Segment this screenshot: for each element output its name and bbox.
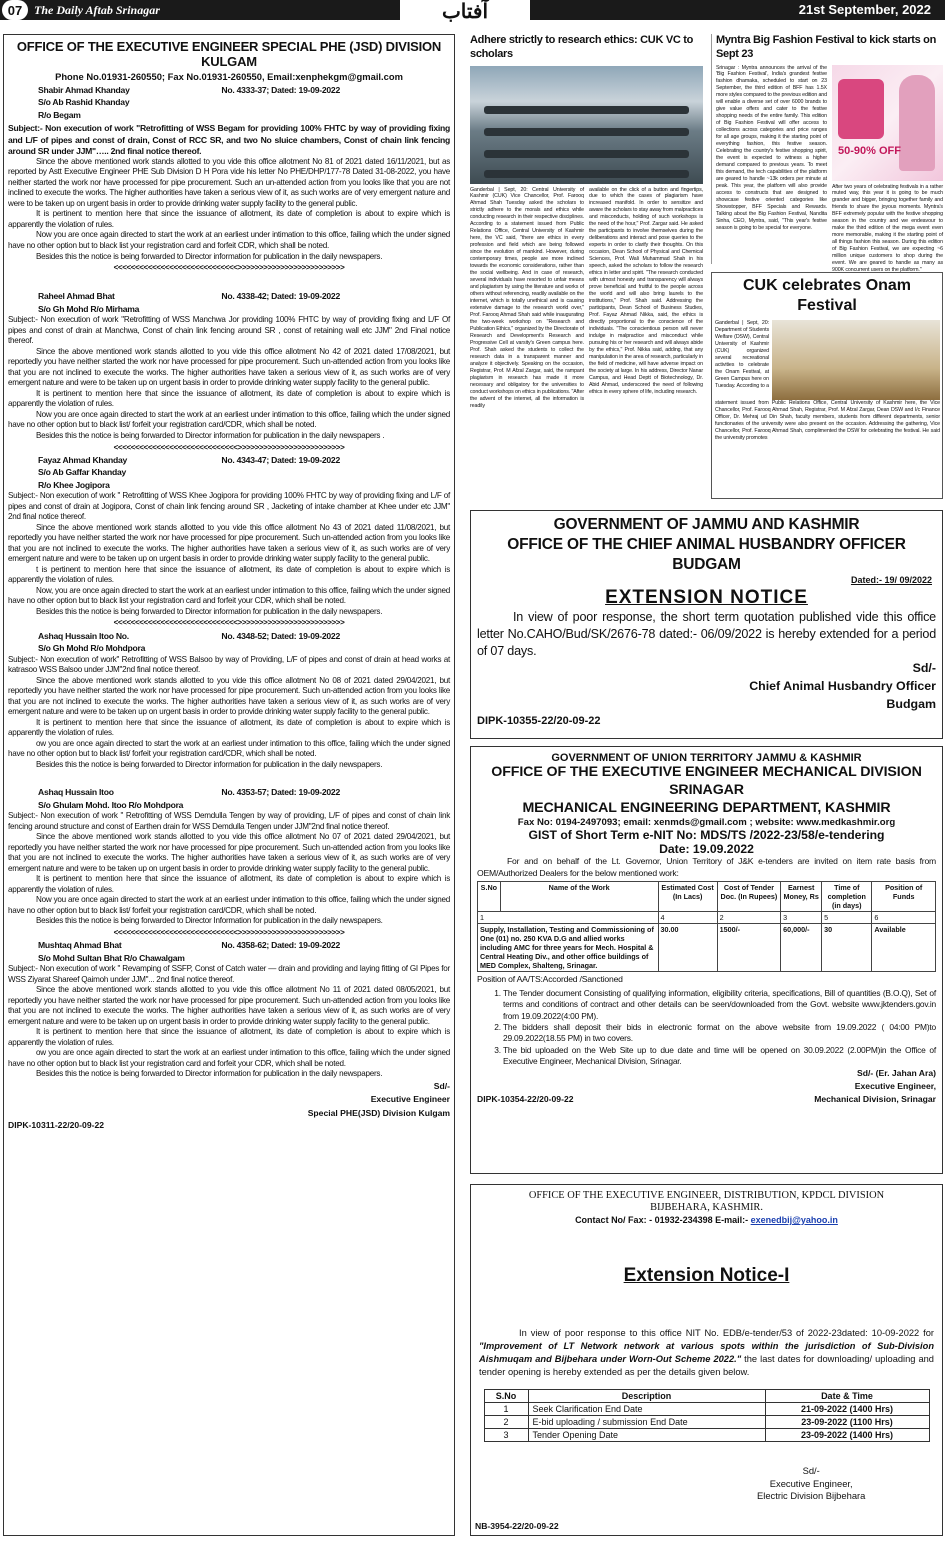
separator-arrows: <<<<<<<<<<<<<<<<<<<<<<<<<<<<<>>>>>>>>>>>>>>>>>>>>>>>>> bbox=[113, 928, 345, 937]
notice-department: MECHANICAL ENGINEERING DEPARTMENT, KASHMIR bbox=[522, 799, 891, 816]
workshop-photo bbox=[470, 66, 703, 184]
ad-discount-text: 50-90% OFF bbox=[838, 144, 901, 157]
myntra-ad-image bbox=[832, 65, 943, 181]
list-item: 1. The Tender document Consisting of qualifying information, eligibility criteria, specifications, Bill of quantities (B.O.Q), Set of terms and conditions of contract and other details can be seen/downloaded from the Govt. website www.jktenders.gov.in from 19.09.2022(4:00 PM). bbox=[503, 988, 936, 1022]
news-column: statement issued from Public Relations Office, Central University of Kashmir here, the Vice Chancellor, Prof. Farooq Ahmad Shah, Registrar, Prof. M Afzal Zargar, Dean DSW and I/c Finance Officer, Dr. Mehraj ud Din Shah, faculty members, students from different departments, senior functionaries of the university were also present on the occasion. Addressing the gathering, Vice Chancellor, Prof. Farooq Ahmad Shah, complimented the DSW for celebrating the festival. He said the university promotes bbox=[715, 400, 940, 441]
notice-paragraph: It is pertinent to mention here that since the issuance of allotment, its date of completion is about to expire which is apparently the violation of rules. bbox=[8, 717, 450, 738]
estimated-cost: 30.00 bbox=[658, 924, 717, 972]
contact-text: Contact No/ Fax: - 01932-234398 E-mail:- bbox=[575, 1214, 751, 1225]
notice-paragraph: Besides this the notice is being forwarded to Director information for publication in the daily newspapers. bbox=[36, 1069, 383, 1079]
table-cell: 1 bbox=[478, 912, 659, 924]
table-cell: 2 bbox=[484, 1416, 528, 1429]
table-header: Description bbox=[528, 1390, 765, 1403]
table-cell: 23-09-2022 (1400 Hrs) bbox=[765, 1429, 929, 1442]
letter-number: No. 4343-47; Dated: 19-09-2022 bbox=[221, 454, 340, 465]
addressee-name: Shabir Ahmad Khanday bbox=[38, 85, 130, 95]
notice-paragraph: Since the above mentioned work stands allotted to you vide this office allotment No 11 of 2021 dated 08/05/2021, but reportedly you have neither started the work nor have processed for pipe procurement. Such un-attended action from you looks like that you are not inclined to execute the works. The higher authorities have taken a serious view of it, as such works are of very emergent nature and were to be taken up on urgent basis in order to provide drinking water supply facility to the general public. bbox=[8, 985, 450, 1026]
sign-line: Executive Engineer, bbox=[854, 1081, 936, 1092]
notice-paragraph: Now you are once again directed to start the work at an earliest under intimation to this office, failing which the under signed have no other option but to black list your registration card and forfeit CDR, which shall be noted. bbox=[8, 230, 450, 250]
table-cell: 3 bbox=[781, 912, 822, 924]
addressee-row bbox=[8, 786, 450, 798]
notice-office: OFFICE OF THE EXECUTIVE ENGINEER MECHANICAL DIVISION SRINAGAR bbox=[491, 764, 922, 798]
addressee-parentage: S/o Gh Mohd R/o Mohdpora bbox=[38, 643, 146, 654]
news-column: Ganderbal | Sept, 20: Central University of Kashmir (CUK) Vice Chancellor, Prof. Farooq Ahmad Shah Tuesday asked the scholars to strictly adhere to the morals and ethics while conducting research in their respective disciplines. According to a statement issued from Public Relations Office, Central University of Kashmir here, the VC said, "there are ethics in every profession and field which are being followed since the evolution of mankind. However, during contemporary times, people are more inclined towards the economic considerations, rather than the social wellbeing. And in case of research, several individuals have resorted to unfair means and plagiarism by using the literature and works of others without referencing, readily available on the internet, which is totally unethical and is causing extensive damage to the research world over," Prof. Farooq Ahmad Shah said while inaugurating the two-week workshop on "Research and Publication Ethics," organized by the Directorate of Research and Development's Research and Progressive Cell at varsity's Green campus here. Prof. Shah asked the students to collect the research data in a transparent manner and analyze it objectively. Speaking on the occasion, Registrar, Prof. M Afzal Zargar, said, the rampant plagiarism in research has made it more necessary and obligatory for the universities to conduct workshops on ethics in publications. "After the advent of the internet, all the information is readily bbox=[470, 186, 584, 410]
news-column: Srinagar : Myntra announces the arrival of the 'Big Fashion Festival', India's grandest festive fashion dhamaka, scheduled to start on 23 September, the third edition of BFF has 1.5X more styles compared to the previous edition and will enable a diverse set of over 6000 brands to give value offers and cater to the festive shopping needs of the entire family. This edition of Big Fashion Festival will offer access to collections across categories and price ranges for all age groups, making it the starting point of everything fashion, this festive season. Celebrating the country's festive shopping spirit, the event is expected to witness a higher demand compared to previous years. To meet this demand, the tech capabilities of the platform are geared to handle ~13k orders per minute at peak. This year, the platform will also provide access to constructs that are designed to showcase festive oriented categories like Showstopper, BFF Specials and Rewards. Talking about the Big Fashion Festival, Nandita Sinha, CEO, Myntra, said, "This year's festive season is going to be special for everyone. bbox=[716, 64, 827, 232]
table-row bbox=[478, 912, 936, 924]
table-header: Cost of Tender Doc. (In Rupees) bbox=[717, 882, 781, 912]
tender-table bbox=[477, 881, 936, 972]
page-number: 07 bbox=[2, 0, 28, 20]
animal-husbandry-notice bbox=[470, 510, 943, 739]
table-header: Earnest Money, Rs bbox=[781, 882, 822, 912]
notice-paragraph: Besides this the notice is being forwarded to Director information for publication in the daily newspapers . bbox=[36, 431, 385, 440]
addressee-parentage: S/o Ab Gaffar Khanday bbox=[38, 467, 127, 478]
dipk-number: DIPK-10354-22/20-09-22 bbox=[477, 1094, 574, 1105]
news-column: available on the click of a button and fingertips, due to which the cases of plagiarism have increased manifold. In order to sensitize and aware the scholars to stay away from malpractices and misconducts, holding of such workshops is the need of the hour," Prof. Zargar said. He asked the participants to involve themselves during the deliberations and interact and pose queries to the experts in order to clarify their thoughts. On this occasion, Dean School of Physical and Chemical Sciences, Prof. Wali Muhammad Shah in his speech, asked the scholars to follow the research ethics in letter and spirit. "The research conducted with utmost honesty and transparency will always prove beneficial and fruitful to the people across the world and will also bring laurels to the institutions," Prof. Shah said. Addressing the participants, Dean School of Business Studies, Prof. Fayaz Ahmad Nikka, said, the ethics is directly proportional to the conscience of the individuals. "The conscientious person will never indulge in malpractice and misconduct while pursuing his or her research and will always abide by the ethics," Prof. Nikka said, adding, that any manipulation in the area of research, particularly in the field of medicine, will have adverse impact on the society at large. In his address, Director Nanar Campus, and Head Deptt of Biotechnology, Dr. Abid Ahmad, underscored the need of following ethics in every sphere of life, including research. bbox=[589, 186, 703, 396]
news-cuk-onam bbox=[711, 272, 943, 499]
sign-line: Executive Engineer bbox=[370, 1094, 450, 1105]
earnest-money: 60,000/- bbox=[781, 924, 822, 972]
notice-contact: Fax No: 0194-2497093; email: xenmds@gmail.com ; website: www.medkashmir.org bbox=[517, 817, 896, 829]
notice-paragraph: Besides this the notice is being forwarded to Director information for publication in the daily newspapers. bbox=[36, 251, 383, 261]
notice-signature bbox=[477, 660, 936, 714]
dipk-number: DIPK-10311-22/20-09-22 bbox=[8, 1119, 105, 1130]
list-item: 3. The bid uploaded on the Web Site up to due date and time will be opened on 30.09.2022 (2.00PM)in the Office of Executive Engineer, Mechanical Division, Srinagar. bbox=[503, 1045, 936, 1068]
addressee-parentage: S/o Gh Mohd R/o Mirhama bbox=[38, 303, 140, 314]
addressee-name: Ashaq Hussain Itoo No. bbox=[38, 630, 129, 641]
notice-paragraph: ow you are once again directed to start the work at an earliest under intimation to this office, failing which the under signed have no other option but to black list your registration card and forfeit your CDR, which shall be noted. bbox=[8, 1048, 450, 1068]
table-row bbox=[484, 1416, 929, 1429]
notice-paragraph: It is pertinent to mention here that since the issuance of allotment, its date of completion is about to expire which is apparently the violation of rules. bbox=[8, 1027, 450, 1047]
kpdcl-bijbehara-notice bbox=[470, 1184, 943, 1536]
sign-line: Electric Division Bijbehara bbox=[757, 1490, 866, 1502]
addressee-residence: R/o Khee Jogipora bbox=[38, 479, 110, 490]
notice-paragraph: ow you are once again directed to start the work at an earliest under intimation to this office, failing which the under signed have no other option but to black list/ forfeit your registration card/CDR, which shall be noted. bbox=[8, 738, 450, 759]
notice-subject: Subject:- Non execution of work " Revamping of SSFP, Const of Catch water — drain and providing and laying fitting of GI Pipes for WSS Ziyarat Shareef Qaimoh under JJM"... 2nd final notice thereof. bbox=[8, 964, 450, 984]
notice-govt: GOVERNMENT OF JAMMU AND KASHMIR bbox=[553, 516, 860, 533]
table-row bbox=[484, 1403, 929, 1416]
addressee-row bbox=[8, 630, 450, 642]
table-header: Name of the Work bbox=[500, 882, 658, 912]
notice-entry bbox=[8, 454, 450, 629]
table-row bbox=[484, 1429, 929, 1442]
letter-number: No. 4348-52; Dated: 19-09-2022 bbox=[221, 630, 340, 641]
sign-line: Executive Engineer, bbox=[769, 1477, 853, 1489]
fund-position: Available bbox=[872, 924, 936, 972]
table-header: Date & Time bbox=[765, 1390, 929, 1403]
table-header: Estimated Cost (In Lacs) bbox=[658, 882, 717, 912]
notice-title: OFFICE OF THE EXECUTIVE ENGINEER SPECIAL PHE (JSD) DIVISION KULGAM bbox=[16, 39, 442, 69]
addressee-row bbox=[8, 84, 450, 96]
news-headline: Myntra Big Fashion Festival to kick starts on Sept 23 bbox=[716, 34, 936, 60]
notice-entry bbox=[8, 630, 450, 771]
table-header: S.No bbox=[484, 1390, 528, 1403]
notice-subject: Subject:- Non execution of work " Retrofitting of WSS Khee Jogipora for providing 100% FHTC by way of providing fixing and L/F of pipes and const of drain at Jogipora, Const of chain link fencing around SR , Jacketing of intake chamber at Khee under etc JJM" 2nd final notice thereof. bbox=[8, 491, 450, 522]
notice-entries bbox=[8, 84, 450, 1080]
phe-kulgam-notice bbox=[3, 34, 455, 1536]
notice-contact bbox=[479, 1215, 934, 1225]
notice-entry bbox=[8, 770, 450, 938]
letter-number: No. 4353-57; Dated: 19-09-2022 bbox=[221, 787, 340, 798]
table-cell: 5 bbox=[822, 912, 872, 924]
notice-paragraph: Now, you are once again directed to start the work at an earliest under intimation to this office, failing which the under signed have no other option but to black list your registration card and forfeit your CDR, which shall be noted. bbox=[8, 585, 450, 606]
notice-paragraph: Since the above mentioned work stands allotted to you vide this office allotment No 81 of 2021 dated 16/11/2021, but as reported by Astt Executive Engineer PHE Sub Division D H Pora vide his letter No PHE/DHP/177-78 Dated 31-08-2022, you have neither started the work nor have processed for pipe procurement. Such an un-attended action from you looks like that you are not inclined to execute the works. The higher authorities have taken a serious view of it, as such works are of very emergent nature and were to be taken up on urgent basis in order to provide drinking water supply facility to the general public. bbox=[8, 156, 450, 208]
notice-paragraph: Since the above mentioned work stands allotted to you vide this office allotment No 42 of 2021 dated 17/08/2021, but reportedly you have neither started the work nor have processed for pipe procurement. Such un-attended action from you looks like that you are not inclined to execute the works. The higher authorities have taken a serious view of it, as such works are of very emergent nature and were to be taken up on urgent basis in order to provide drinking water supply facility to the general public. bbox=[8, 346, 450, 388]
notice-subject: Subject:- Non execution of work "Retrofitting of WSS Manchwa Jor providing 100% FHTC by way of providing fixing and L/F Of pipes and const of drain at Manchwa, Const of chain link fencing around SR , const of retaining wall etc JJM" 2nd Final notice thereof. bbox=[8, 315, 450, 346]
table-cell: 6 bbox=[872, 912, 936, 924]
separator-arrows: <<<<<<<<<<<<<<<<<<<<<<<<<<<<<>>>>>>>>>>>>>>>>>>>>>>>>> bbox=[113, 618, 345, 628]
dipk-number: NB-3954-22/20-09-22 bbox=[475, 1521, 559, 1531]
notice-intro: For and on behalf of the Lt. Governor, Union Territory of J&K e-tenders are invited on item rate basis from OEM/Authorized Dealers for the below mentioned work: bbox=[477, 856, 936, 878]
masthead bbox=[0, 0, 945, 22]
addressee-parentage: S/o Ghulam Mohd. Itoo R/o Mohdpora bbox=[38, 799, 184, 810]
table-cell: Seek Clarification End Date bbox=[528, 1403, 765, 1416]
aa-ts-position: Position of AA/TS:Accorded /Sanctioned bbox=[477, 974, 623, 985]
body-work-name: "Improvement of LT Network network at various spots within the jurisdiction of Sub-Division Aishmuqam and Bijbehara under Worn-Out Scheme 2022." bbox=[479, 1340, 934, 1364]
dipk-number: DIPK-10355-22/20-09-22 bbox=[477, 715, 601, 728]
mechanical-division-notice bbox=[470, 746, 943, 1174]
table-header-row bbox=[484, 1390, 929, 1403]
news-cuk-research-ethics bbox=[470, 34, 703, 499]
notice-office: OFFICE OF THE EXECUTIVE ENGINEER, DISTRIBUTION, KPDCL DIVISION bbox=[528, 1190, 885, 1201]
letter-number: No. 4358-62; Dated: 19-09-2022 bbox=[221, 940, 340, 951]
table-cell: 4 bbox=[658, 912, 717, 924]
notice-place: BIJBEHARA, KASHMIR. bbox=[650, 1202, 763, 1214]
sign-line: Sd/- bbox=[802, 1465, 820, 1476]
sign-line: Sd/- bbox=[433, 1080, 450, 1091]
letter-number: No. 4333-37; Dated: 19-09-2022 bbox=[221, 85, 340, 95]
table-header: Position of Funds bbox=[872, 882, 936, 912]
notice-entry bbox=[8, 939, 450, 1080]
table-cell: 2 bbox=[717, 912, 781, 924]
letter-number: No. 4338-42; Dated: 19-09-2022 bbox=[221, 291, 340, 302]
notice-subject: Subject:- Non execution of work "Retrofitting of WSS Begam for providing 100% FHTC by way of providing fixing and L/F of pipes and const of drain, Const of RCC SR, and two No sluice chambers, Const of chain link fencing around SR under JJM"….. 2nd final notice thereof. bbox=[8, 123, 450, 156]
addressee-residence: R/o Begam bbox=[38, 109, 81, 120]
table-cell: 3 bbox=[484, 1429, 528, 1442]
news-column: Ganderbal | Sept, 20: Department of Students Welfare (DSW), Central University of Kashmir (CUK) organized several recreational activities to celebrate the Onam Festival, at Green Campus here on Tuesday. According to a bbox=[715, 320, 769, 389]
news-headline: CUK celebrates Onam Festival bbox=[742, 277, 912, 314]
table-cell: Tender Opening Date bbox=[528, 1429, 765, 1442]
notice-signature bbox=[8, 1080, 450, 1120]
table-header: Time of completion (in days) bbox=[822, 882, 872, 912]
sign-line: Budgam bbox=[886, 697, 936, 712]
sign-line: Chief Animal Husbandry Officer bbox=[749, 679, 936, 694]
notice-body bbox=[479, 1327, 934, 1379]
notice-entry bbox=[8, 274, 450, 452]
addressee-name: Ashaq Hussain Itoo bbox=[38, 787, 114, 798]
addressee-name: Fayaz Ahmad Khanday bbox=[38, 454, 128, 465]
work-description: Supply, Installation, Testing and Commissioning of One (01) no. 250 KVA D.G and allied works including AMC for three years for Mech. Hospital & Central Heating Div., and other office buildings of MED Complex, Shalteng, Srinagar. bbox=[478, 924, 659, 972]
notice-title: Extension Notice-I bbox=[623, 1264, 790, 1286]
notice-paragraph: It is pertinent to mention here that since the issuance of allotment, its date of completion is about to expire which is apparently the violation of rules. bbox=[8, 874, 450, 894]
newspaper-logo: آفتاب bbox=[441, 0, 489, 23]
notice-title: EXTENSION NOTICE bbox=[605, 587, 808, 609]
addressee-name: Mushtaq Ahmad Bhat bbox=[38, 940, 122, 951]
notice-paragraph: t is pertinent to mention here that since the issuance of allotment, its date of completion is about to expire which is apparently the violation of rules. bbox=[8, 564, 450, 585]
news-myntra-bff bbox=[711, 34, 943, 274]
notice-office: OFFICE OF THE CHIEF ANIMAL HUSBANDRY OFFICER BUDGAM bbox=[507, 536, 906, 574]
body-text: In view of poor response to this office NIT No. EDB/e-tender/53 of 2022-23dated: 10-09-2022 for bbox=[519, 1327, 934, 1338]
notice-paragraph: Since the above mentioned work stands allotted to you vide this office allotment No 43 of 2021 dated 11/08/2021, but reportedly you have neither started the work nor have processed for pipe procurement. Such un-attended action from you looks like that you are not inclined to execute the works. The higher authorities have taken a serious view of it, as such works are of very emergent nature and were to be taken up on urgent basis in order to provide drinking water supply facility to the general public. bbox=[8, 522, 450, 564]
sign-line: Sd/- bbox=[912, 661, 936, 676]
news-headline: Adhere strictly to research ethics: CUK VC to scholars bbox=[470, 34, 694, 60]
sign-line: Mechanical Division, Srinagar bbox=[814, 1094, 936, 1105]
notice-paragraph: Besides this the notice is being forwarded to Director information for publication in the daily newspapers. bbox=[36, 606, 383, 616]
notice-paragraph: Since the above mentioned work stands allotted to you vide this office allotment No 08 of 2021 dated 29/04/2021, but reportedly you have neither started the work nor have processed for pipe procurement. Such un-attended action from you looks like that you are not inclined to execute the works. The higher authorities have taken a serious view of it, as such works are of very emergent nature and were to be taken up on urgent basis in order to provide drinking water supply facility to the general public. bbox=[8, 675, 450, 717]
notice-paragraph: Since the above mentioned work stands allotted to you vide this office allotment No 07 of 2021 dated 29/04/2021, but reportedly you have neither started the work nor have processed for pipe procurement. Such un-attended action from you looks like that you are not inclined to execute the works. The higher authorities have taken a serious view of it, as such works are of very emergent nature and were to be taken up on urgent basis in order to provide drinking water supply facility to the general public. bbox=[8, 832, 450, 873]
tender-points bbox=[477, 988, 936, 1067]
notice-signature bbox=[757, 1465, 865, 1503]
table-cell: 1 bbox=[484, 1403, 528, 1416]
separator-arrows: <<<<<<<<<<<<<<<<<<<<<<<<<<<<<>>>>>>>>>>>>>>>>>>>>>>>>> bbox=[113, 263, 345, 273]
addressee-row bbox=[8, 939, 450, 951]
publication-name: The Daily Aftab Srinagar bbox=[34, 2, 160, 17]
tender-doc-cost: 1500/- bbox=[717, 924, 781, 972]
notice-gist: GIST of Short Term e-NIT No: MDS/TS /2022-23/58/e-tendering bbox=[528, 828, 885, 843]
issue-date: 21st September, 2022 bbox=[530, 0, 945, 20]
email-link[interactable]: exenedbij@yahoo.in bbox=[750, 1214, 838, 1225]
notice-paragraph: Besides this the notice is being forwarded to Director information for publication in the daily newspapers. bbox=[36, 759, 383, 769]
onam-photo bbox=[772, 320, 940, 400]
notice-paragraph: It is pertinent to mention here that since the issuance of allotment, its date of completion is about to expire which is apparently the violation of rules. bbox=[8, 388, 450, 409]
schedule-table bbox=[484, 1389, 930, 1442]
notice-paragraph: Besides this the notice is being forwarded to Director Information for publication in the daily newspapers. bbox=[36, 916, 383, 926]
list-item: 2. The bidders shall deposit their bids in electronic format on the above website from 19.09.2022 ( 04:00 PM)to 29.09.2022(18.55 PM) in two covers. bbox=[503, 1022, 936, 1045]
notice-contact: Phone No.01931-260550; Fax No.01931-260550, Email:xenphekgm@gmail.com bbox=[55, 71, 403, 82]
sign-line: Sd/- (Er. Jahan Ara) bbox=[857, 1068, 936, 1079]
addressee-name: Raheel Ahmad Bhat bbox=[38, 291, 115, 302]
news-column: After two years of celebrating festivals in a rather muted way, this year it is going to be much grander and bigger, bringing together family and friends to share the joyous moments. Myntra's BFF extremely popular with the festive shopping season in the country and we endeavour to make the third edition of the mega event even more memorable, making it the starting point of all things fashion this season. During this edition of Big Fashion Festival, we are expecting ~6 million unique customers to shop during the event. We are geared to handle as many as 900K concurrent users on the platform." bbox=[832, 183, 943, 274]
addressee-parentage: S/o Mohd Sultan Bhat R/o Chawalgam bbox=[38, 952, 185, 963]
addressee-parentage: S/o Ab Rashid Khanday bbox=[38, 97, 130, 108]
body-text: the last dates for downloading/ uploading and tender opening is hereby extended as per the details given below. bbox=[479, 1354, 934, 1378]
addressee-row bbox=[8, 290, 450, 302]
notice-paragraph: It is pertinent to mention here that since the issuance of allotment, its date of completion is about to expire which is apparently the violation of rules. bbox=[8, 209, 450, 229]
addressee-row bbox=[8, 454, 450, 466]
table-header-row bbox=[478, 882, 936, 912]
notice-paragraph: Now you are once again directed to start the work at an earliest under intimation to this office, failing which the under signed have no other option but to black list/ forfeit your registration card/CDR, which shall be noted. bbox=[8, 409, 450, 430]
table-cell: 21-09-2022 (1400 Hrs) bbox=[765, 1403, 929, 1416]
notice-subject: Subject:- Non execution of work " Retrofitting of WSS Demdulla Tengen by way of providing, L/F of pipes and const of chain link fencing around structure and const of Earthen drain for WSS Demdulla Tengen under JJM"2nd final notice thereof. bbox=[8, 811, 450, 831]
notice-date: Dated:- 19/ 09/2022 bbox=[850, 575, 932, 586]
table-row bbox=[478, 924, 936, 972]
entry-spacer bbox=[8, 770, 450, 786]
completion-days: 30 bbox=[822, 924, 872, 972]
table-cell: 23-09-2022 (1100 Hrs) bbox=[765, 1416, 929, 1429]
table-cell: E-bid uploading / submission End Date bbox=[528, 1416, 765, 1429]
notice-paragraph: Now you are once again directed to start the work at an earliest under intimation to this office, failing which the under signed have no other option but to black list/ forfeit your registration card/CDR, which shall be noted. bbox=[8, 895, 450, 915]
table-header: S.No bbox=[478, 882, 501, 912]
separator-arrows: <<<<<<<<<<<<<<<<<<<<<<<<<<<<<>>>>>>>>>>>>>>>>>>>>>>>>> bbox=[113, 442, 345, 452]
masthead-left-bar bbox=[0, 0, 400, 20]
notice-body: In view of poor response, the short term quotation published vide this office letter No.CAHO/Bud/SK/2676-78 dated:- 06/09/2022 is hereby extended for a period of 07 days. bbox=[477, 610, 936, 659]
notice-date: Date: 19.09.2022 bbox=[659, 842, 754, 857]
notice-entry bbox=[8, 84, 450, 273]
sign-line: Special PHE(JSD) Division Kulgam bbox=[307, 1107, 450, 1118]
notice-subject: Subject:- Non execution of work" Retrofitting of WSS Balsoo by way of Providing, L/F of pipes and const of drain at head works at katrasoo WSS Balsoo under JJM"2nd final notice thereof. bbox=[8, 654, 450, 675]
entry-spacer bbox=[8, 274, 450, 290]
notice-govt: GOVERNMENT OF UNION TERRITORY JAMMU & KASHMIR bbox=[551, 752, 862, 764]
